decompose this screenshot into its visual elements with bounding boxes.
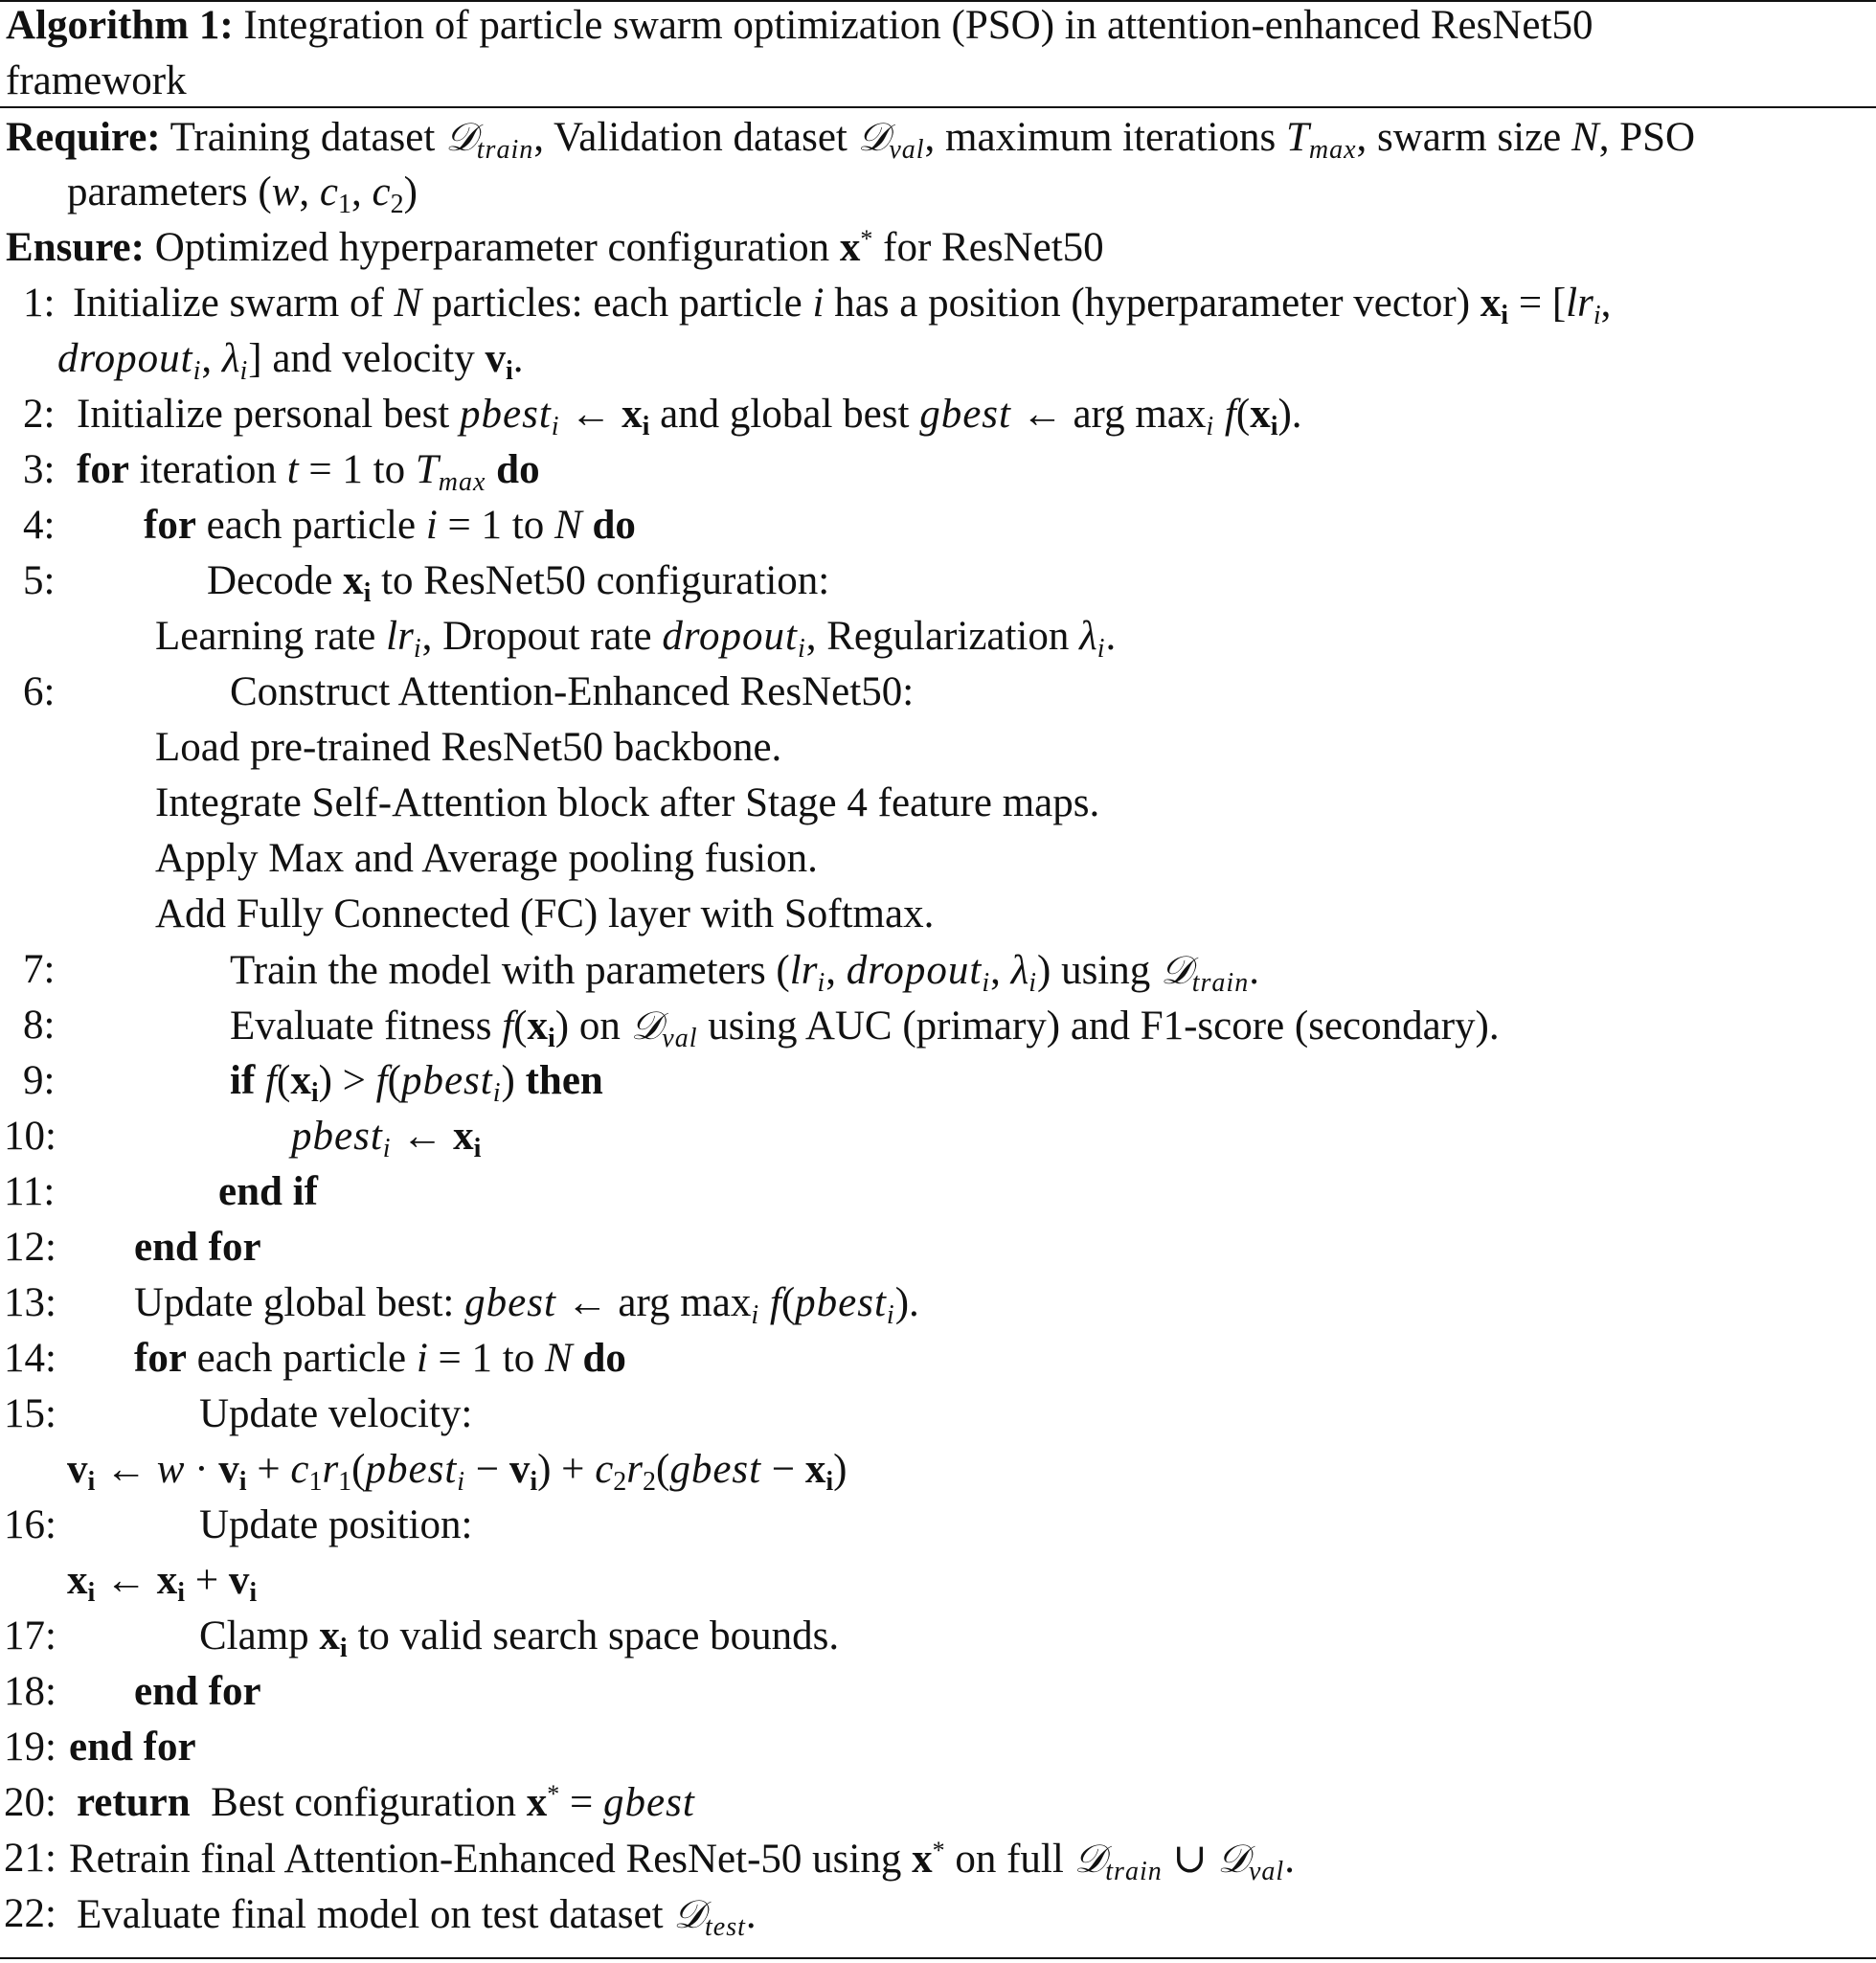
algorithm-title-line1 — [6, 2, 1593, 50]
ensure-line: Ensure: Optimized hyperparameter configuration x* for ResNet50 — [6, 225, 1104, 270]
bottom-rule — [0, 1957, 1876, 1959]
require-line2: parameters (w, $c_1$, $c_2$) — [67, 169, 418, 219]
title-rule — [0, 106, 1876, 108]
algorithm-label: Algorithm 1: — [6, 3, 234, 48]
algorithm-title-line2: framework — [6, 58, 187, 103]
require-line: Require: Training dataset 𝒟$_{train}$, Validation dataset 𝒟$_{val}$, maximum iterations $T_{max}$, swarm size N, PSO — [6, 114, 1696, 165]
algorithm-box: Algorithm 1: Integration of particle swarm optimization (PSO) in attention-enhanced ResNet50 framework Require: Training dataset 𝒟$_{train}$, Validation dataset 𝒟$_{val}$, maximum iterations $T_{max}$, swarm size N, PSO parameters (w, $c_1$, $c_2$) Ensure: Optimized hyperparameter configuration x* for ResNet50 1: Initialize swarm of N particles: each particle i has a position (hyperparameter vector) $x_i = [lr_i$, dropout$_i$, $\lambda_i$] and velocity $v_i$. 2: Initialize personal best pbest$_i$ ← $x_i$ and global best gbest ← arg $\max_i f(x_i)$. 3: for iteration t = 1 to $T_{max}$ do 4: for each particle i = 1 to N do 5: Decode $x_i$ to ResNet50 configuration: Learning rate $lr_i$, Dropout rate dropout$_i$, Regularization $\lambda_i$. 6: Construct Attention-Enhanced ResNet50: Load pre-trained ResNet50 backbone. Integrate Self-Attention block after Stage 4 feature maps. Apply Max and Average pooling fusion. Add Fully Connected (FC) layer with Softmax. 7: Train the model with parameters ($lr_i$, dropout$_i$, $\lambda_i$) using 𝒟$_{train}$. 8: Evaluate fitness $f(x_i)$ on 𝒟$_{val}$ using AUC (primary) and F1-score (secondary). 9: if $f(x_i)$ > f(pbest$_i$) then 10: pbest$_i$ ← $x_i$ 11: end if 12: end for 13: Update global best: gbest ← arg $\max_i$ f(pbest$_i$). 14: for each particle i = 1 to N do 15: Update velocity: $v_i$ ← $w \cdot v_i$ + $c_1r_1(pbest_i - v_i)$ + $c_2r_2(gbest - x_i)$ 16: Update position: $x_i$ ← $x_i + v_i$ 17: Clamp $x_i$ to valid search space bounds. 18: end for 19: end for 20: return Best configuration x* = gbest 21: Retrain final Attention-Enhanced ResNet-50 using x* on full 𝒟$_{train}$ ∪ 𝒟$_{val}$. 22: Evaluate final model on test dataset 𝒟$_{test}$. — [0, 0, 1876, 1963]
algorithm-title: Integration of particle swarm optimization (PSO) in attention-enhanced ResNet50 — [243, 3, 1593, 48]
